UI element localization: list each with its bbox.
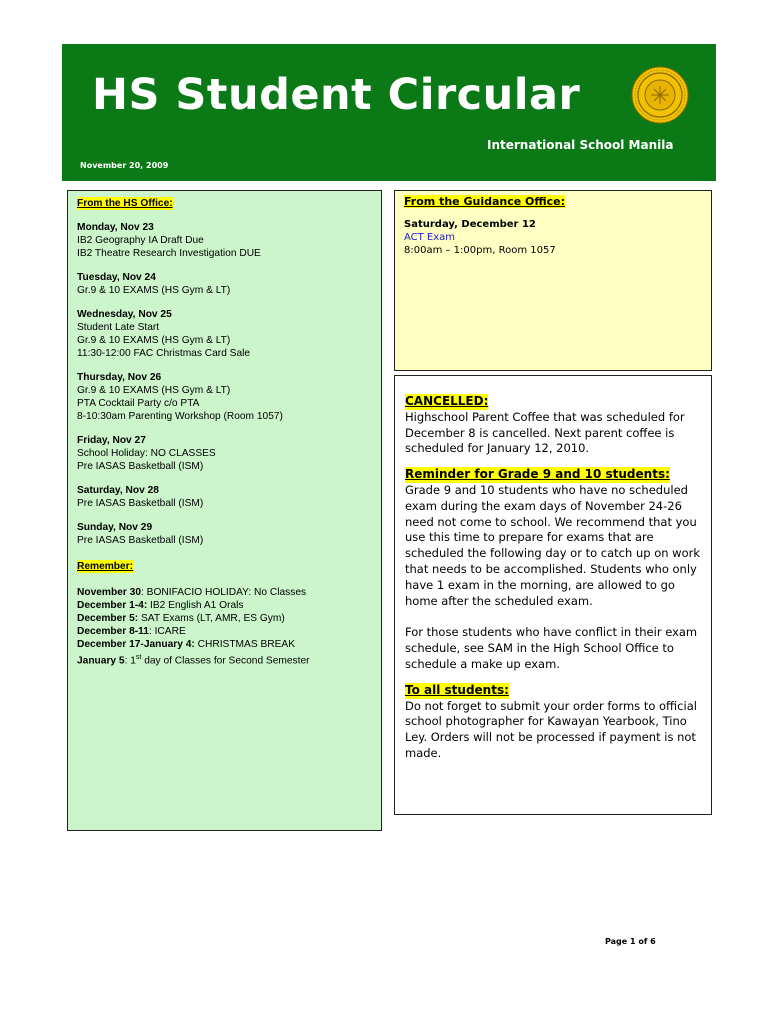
remember-date: January 5 — [77, 655, 125, 667]
schedule-item: Gr.9 & 10 EXAMS (HS Gym & LT) — [77, 385, 231, 396]
remember-text: SAT Exams (LT, AMR, ES Gym) — [138, 613, 285, 624]
schedule-day: Sunday, Nov 29 — [77, 522, 153, 533]
schedule-day: Thursday, Nov 26 — [77, 372, 162, 383]
remember-date: December 1-4: — [77, 600, 148, 611]
remember-list — [77, 586, 372, 667]
remember-item — [77, 638, 372, 651]
guidance-day: Saturday — [404, 219, 455, 230]
hs-office-schedule — [77, 221, 372, 547]
schedule-item: School Holiday: NO CLASSES — [77, 448, 216, 459]
remember-date: November 30 — [77, 587, 141, 598]
schedule-item: 8-10:30am Parenting Workshop (Room 1057) — [77, 411, 283, 422]
schedule-day: Tuesday, Nov 24 — [77, 272, 156, 283]
guidance-office-box — [394, 190, 712, 371]
remember-text: IB2 English A1 Orals — [147, 600, 244, 611]
remember-sup: st — [135, 654, 142, 661]
hs-office-box — [67, 190, 382, 831]
schedule-day: Wednesday, Nov 25 — [77, 309, 172, 320]
remember-date: December 5: — [77, 613, 139, 624]
circular-date: November 20, 2009 — [80, 161, 169, 170]
all-students-heading: To all students: — [405, 682, 509, 697]
remember-text: CHRISTMAS BREAK — [194, 639, 295, 650]
page-number: Page 1 of 6 — [605, 937, 656, 946]
remember-text: : ICARE — [148, 626, 186, 637]
all-students-text: Do not forget to submit your order forms to official school photographer for Kawayan Yearbook, Tino Ley. Orders will not be processed if payment is not made. — [405, 698, 697, 760]
schedule-item: Gr.9 & 10 EXAMS (HS Gym & LT) — [77, 335, 231, 346]
remember-text: : BONIFACIO HOLIDAY: No Classes — [141, 587, 307, 598]
circular-title: HS Student Circular — [92, 70, 581, 120]
guidance-heading: From the Guidance Office: — [404, 195, 566, 208]
schedule-day: Monday, Nov 23 — [77, 222, 154, 233]
hs-office-heading: From the HS Office: — [77, 198, 173, 209]
notes-box — [394, 375, 712, 815]
cancelled-heading: CANCELLED: — [405, 394, 489, 408]
schedule-item: 11:30-12:00 FAC Christmas Card Sale — [77, 348, 251, 359]
schedule-item: PTA Cocktail Party c/o PTA — [77, 398, 200, 409]
schedule-item: Student Late Start — [77, 322, 160, 333]
schedule-item: Pre IASAS Basketball (ISM) — [77, 498, 204, 509]
remember-item — [77, 586, 372, 599]
school-seal-icon — [631, 66, 689, 124]
reminder-heading: Reminder for Grade 9 and 10 students: — [405, 467, 670, 482]
schedule-item: Pre IASAS Basketball (ISM) — [77, 461, 204, 472]
remember-item — [77, 651, 372, 667]
schedule-day: Saturday, Nov 28 — [77, 485, 159, 496]
remember-date: December 17-January 4: — [77, 639, 195, 650]
remember-date: December 8-11 — [77, 626, 149, 637]
remember-item — [77, 612, 372, 625]
school-name: International School Manila — [487, 138, 674, 152]
remember-text: : 1 — [124, 655, 136, 667]
guidance-date — [404, 218, 702, 231]
remember-item — [77, 599, 372, 612]
guidance-detail: 8:00am – 1:00pm, Room 1057 — [404, 245, 556, 256]
remember-item — [77, 625, 372, 638]
cancelled-text: Highschool Parent Coffee that was scheduled for December 8 is cancelled. Next parent coffee is scheduled for January 12, 2010. — [405, 409, 685, 456]
reminder-text: Grade 9 and 10 students who have no scheduled exam during the exam days of November 24-26 need not come to school. We recommend that you use this time to prepare for exams that are scheduled the following day or to catch up on work that needs to be accomplished. Students who only have 1 exam in the morning, are allowed to go home after the scheduled exam. — [405, 482, 701, 608]
schedule-day: Friday, Nov 27 — [77, 435, 146, 446]
header-banner — [62, 44, 716, 181]
conflict-text: For those students who have conflict in their exam schedule, see SAM in the High School Office to schedule a make up exam. — [405, 625, 698, 671]
guidance-day-date: , December 12 — [454, 219, 536, 230]
remember-heading: Remember: — [77, 561, 134, 572]
schedule-item: Gr.9 & 10 EXAMS (HS Gym & LT) — [77, 285, 231, 296]
guidance-event: ACT Exam — [404, 232, 456, 243]
schedule-item: IB2 Geography IA Draft Due — [77, 235, 204, 246]
schedule-item: Pre IASAS Basketball (ISM) — [77, 535, 204, 546]
remember-text-cont: day of Classes for Second Semester — [141, 655, 310, 667]
schedule-item: IB2 Theatre Research Investigation DUE — [77, 248, 261, 259]
